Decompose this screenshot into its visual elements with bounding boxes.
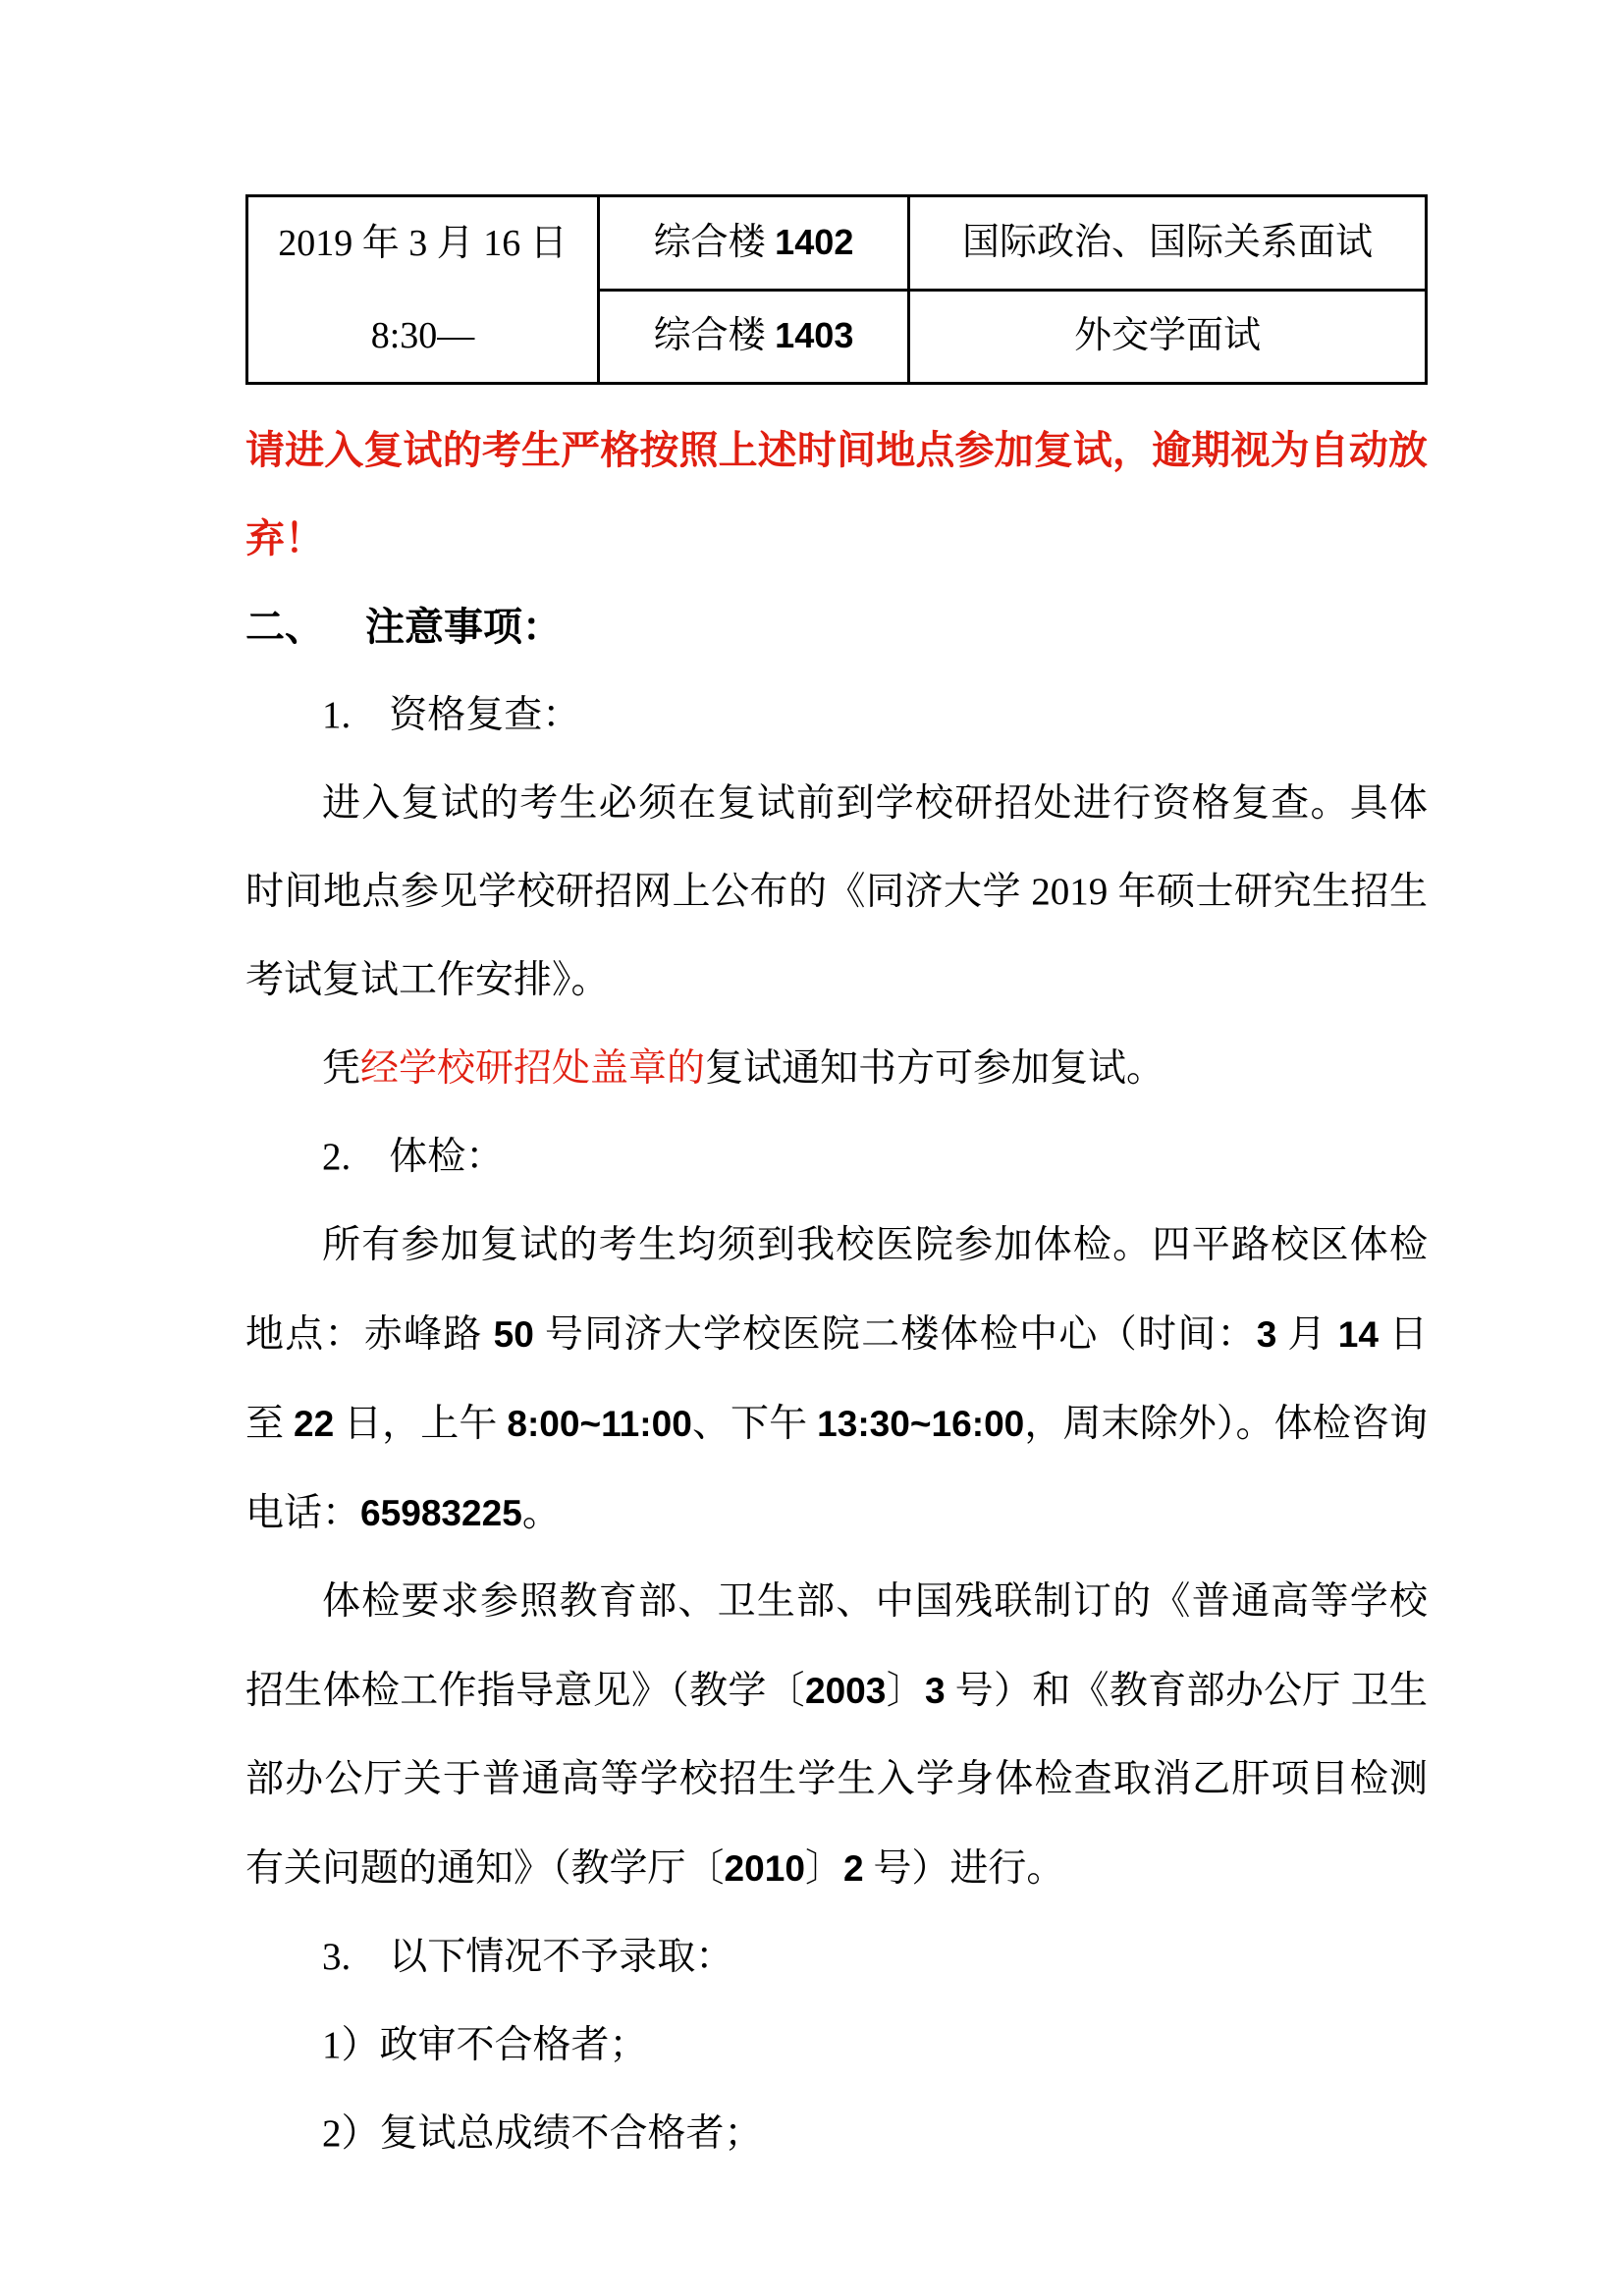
stamp-notice-suffix: 复试通知书方可参加复试。 [705,1047,1165,1090]
section-heading [245,583,1428,671]
item2-title: 2. 体检： [322,1136,505,1178]
stamp-notice-prefix: 凭 [322,1047,361,1090]
exam-regulations-paragraph: 体检要求参照教育部、卫生部、中国残联制订的《普通高等学校招生体检工作指导意见》（教学〔2003〕3 号）和《教育部办公厅 卫生部办公厅关于普通高等学校招生学生入学身体检查取消乙肝项目检测有关问题的通知》（教学厅〔2010〕2 号）进行。 [245,1580,1428,1890]
table-row [247,196,1427,291]
deadline-warning-text: 请进入复试的考生严格按照上述时间地点参加复试，逾期视为自动放弃！ [245,428,1428,561]
item1-title: 1. 资格复查： [322,694,581,736]
rejection-condition-1: 1）政审不合格者； [322,2024,648,2066]
rejection-condition-2: 2）复试总成绩不合格者； [322,2112,763,2155]
physical-exam-paragraph: 所有参加复试的考生均须到我校医院参加体检。四平路校区体检地点：赤峰路 50 号同济大学校医院二楼体检中心（时间：3 月 14 日至 22 日，上午 8:00~11:00、下午 13:30~16:00，周末除外）。体检咨询电话：65983225。 [245,1224,1428,1534]
stamp-notice-paragraph [245,1025,1428,1113]
section-heading-number: 二、 [245,605,324,649]
interview-date: 2019 年 3 月 16 日 [278,223,568,264]
cell-subject-1: 国际政治、国际关系面试 [909,196,1427,291]
schedule-table [245,194,1428,385]
interview-start-time: 8:30— [370,315,475,356]
item3-title: 3. 以下情况不予录取： [322,1936,734,1978]
cell-room-1: 综合楼 1402 [599,196,909,291]
cell-datetime [247,196,599,384]
section-heading-title: 注意事项： [365,605,562,649]
cell-room-2: 综合楼 1403 [599,290,909,384]
stamp-notice-red-text: 经学校研招处盖章的 [360,1047,706,1090]
qualification-recheck-paragraph: 进入复试的考生必须在复试前到学校研招处进行资格复查。具体时间地点参见学校研招网上公布的《同济大学 2019 年硕士研究生招生考试复试工作安排》。 [245,782,1428,1001]
cell-subject-2: 外交学面试 [909,290,1427,384]
